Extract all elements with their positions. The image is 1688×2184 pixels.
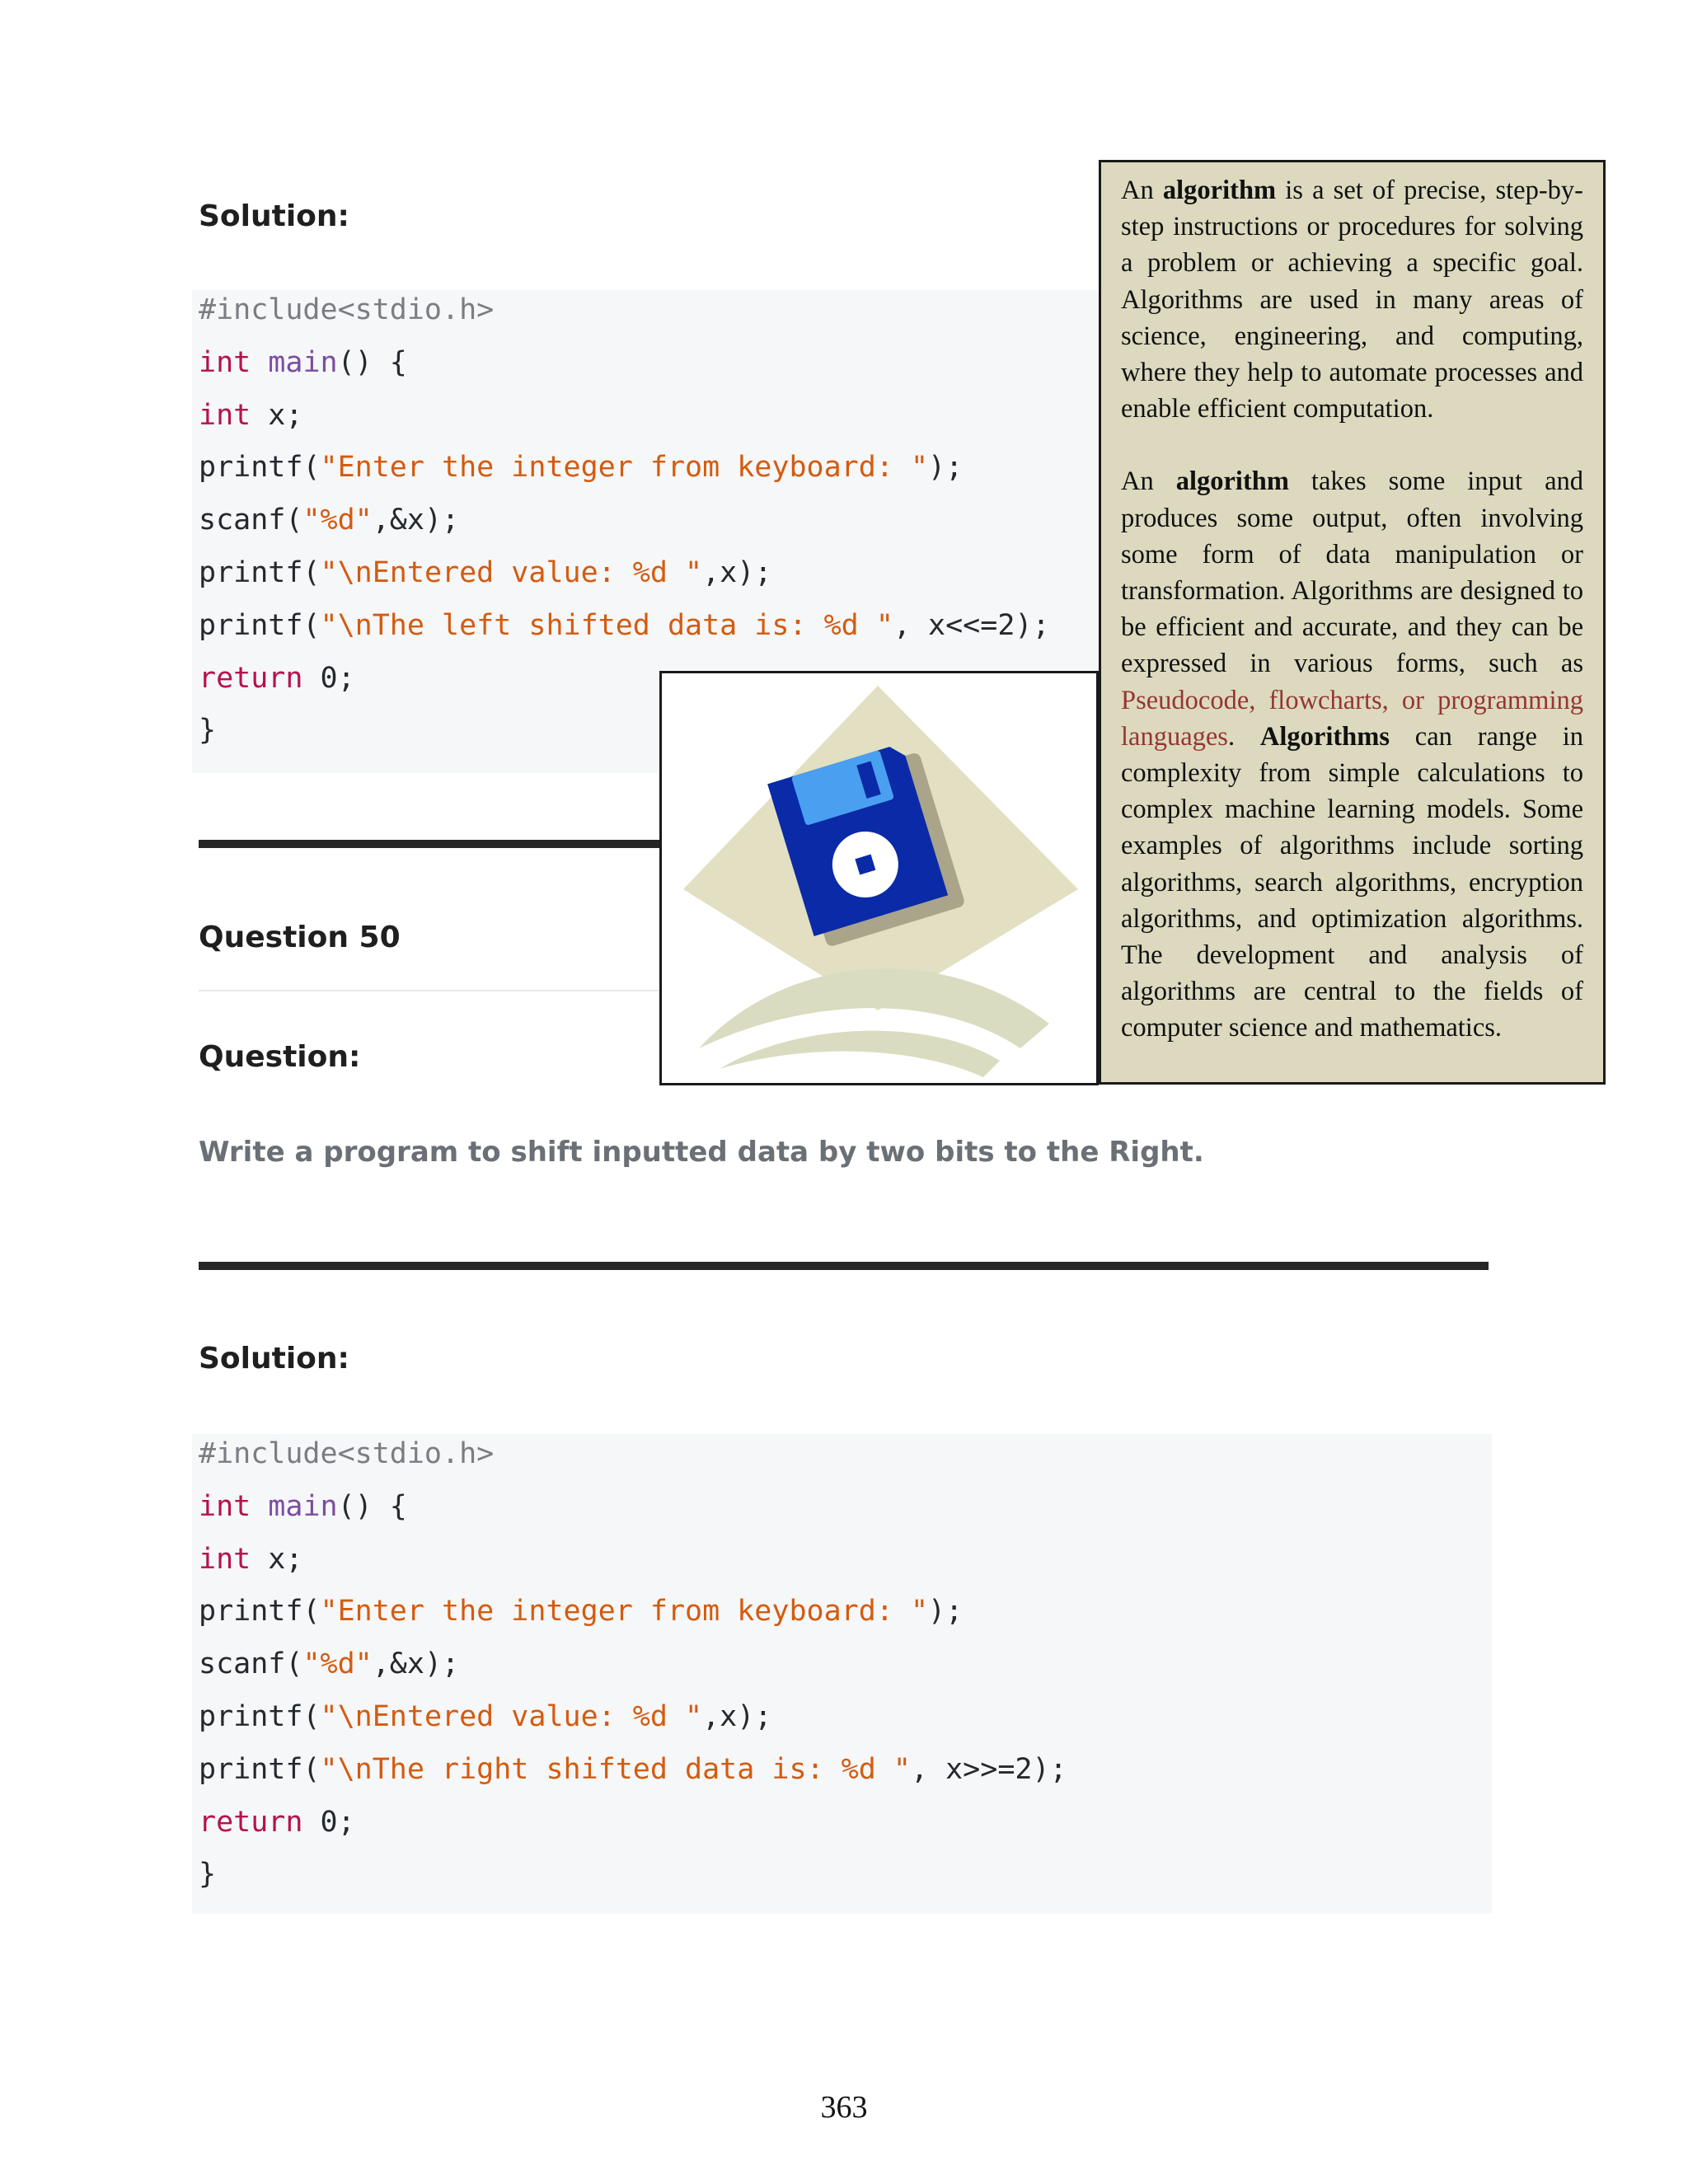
code-token: ,x); bbox=[702, 1700, 772, 1733]
sidebar-text: . bbox=[1227, 721, 1260, 752]
code-token: "\nThe right shifted data is: %d " bbox=[320, 1752, 911, 1786]
code-line bbox=[199, 1595, 963, 1628]
code-token: return bbox=[199, 661, 303, 695]
code-token: #include<stdio.h> bbox=[199, 1437, 495, 1470]
code-token: ); bbox=[928, 451, 964, 485]
code-line bbox=[199, 1700, 771, 1733]
swoosh-shape bbox=[720, 1031, 1000, 1077]
code-token: printf( bbox=[199, 451, 321, 485]
code-token: "\nEntered value: %d " bbox=[320, 556, 703, 589]
code-token: int bbox=[199, 345, 251, 379]
code-line bbox=[199, 609, 1050, 642]
code-line bbox=[199, 293, 494, 326]
question-number-heading: Question 50 bbox=[199, 921, 401, 954]
floppy-disk-icon bbox=[662, 673, 1101, 1088]
bold-term: Algorithms bbox=[1259, 721, 1390, 752]
code-token bbox=[251, 1490, 268, 1523]
question-label: Question: bbox=[199, 1040, 361, 1074]
sidebar-text: takes some input and produces some output, often involving some form of data manipulation or transformation. Algorithms are designed to be efficient and accurate, and they can be expressed in various forms, such as bbox=[1121, 466, 1583, 679]
code-line bbox=[199, 662, 355, 695]
code-token: x; bbox=[251, 398, 303, 432]
code-token: int bbox=[199, 398, 251, 432]
code-token: ,x); bbox=[702, 556, 772, 589]
algorithm-sidebar bbox=[1099, 160, 1606, 1085]
code-token: "%d" bbox=[302, 1647, 373, 1681]
code-line bbox=[199, 451, 963, 484]
code-line bbox=[199, 1753, 1067, 1786]
bold-term: algorithm bbox=[1162, 176, 1277, 205]
code-token: x; bbox=[251, 1542, 303, 1576]
code-line bbox=[199, 556, 771, 589]
code-token: } bbox=[199, 714, 217, 748]
code-token: ); bbox=[928, 1595, 964, 1629]
code-token: () { bbox=[337, 345, 407, 379]
code-token: return bbox=[199, 1805, 303, 1839]
section-divider bbox=[199, 1262, 1489, 1270]
code-token: () { bbox=[337, 1489, 407, 1523]
code-token bbox=[251, 346, 268, 379]
code-line bbox=[199, 346, 407, 379]
code-line bbox=[199, 504, 459, 537]
code-token: "Enter the integer from keyboard: " bbox=[320, 451, 929, 485]
code-line bbox=[199, 1543, 302, 1576]
sidebar-paragraph bbox=[1121, 172, 1583, 427]
code-line bbox=[199, 399, 302, 432]
page-number: 363 bbox=[820, 2090, 868, 2125]
code-token: 0; bbox=[302, 1805, 355, 1839]
question-text: Write a program to shift inputted data by two bits to the Right. bbox=[199, 1136, 1204, 1169]
highlighted-text: Pseudocode, flowcharts, or programming languages bbox=[1121, 685, 1583, 752]
sidebar-paragraph bbox=[1121, 463, 1583, 1046]
sidebar-text: An bbox=[1121, 176, 1163, 205]
code-token: "%d" bbox=[302, 504, 373, 537]
code-token: main bbox=[268, 345, 338, 379]
code-token: printf( bbox=[199, 1595, 321, 1629]
code-token: int bbox=[199, 1489, 251, 1523]
code-line bbox=[199, 1806, 355, 1839]
code-line bbox=[199, 1647, 459, 1680]
code-token: , x>>=2); bbox=[910, 1752, 1067, 1786]
code-token: int bbox=[199, 1542, 251, 1576]
illustration-frame bbox=[659, 671, 1099, 1085]
code-token: printf( bbox=[199, 1752, 321, 1786]
code-block bbox=[192, 1434, 1492, 1914]
solution-heading: Solution: bbox=[199, 199, 349, 233]
code-token: printf( bbox=[199, 556, 321, 589]
code-token: ,&x); bbox=[372, 504, 460, 537]
code-token: main bbox=[268, 1489, 338, 1523]
code-token: "Enter the integer from keyboard: " bbox=[320, 1595, 929, 1629]
code-line bbox=[199, 1437, 494, 1470]
code-token: printf( bbox=[199, 608, 321, 642]
code-line bbox=[199, 714, 216, 747]
code-token: #include<stdio.h> bbox=[199, 293, 495, 326]
code-token: ,&x); bbox=[372, 1647, 460, 1681]
code-line bbox=[199, 1858, 216, 1891]
sidebar-text: can range in complexity from simple calculations to complex machine learning models. Some examples of algorithms include sorting algorithms, search algorithms, encryption algorithms, and optimization algorithms. The development and analysis of algorithms are central to the fields of computer science and mathematics. bbox=[1121, 721, 1583, 1043]
code-token: scanf( bbox=[199, 1647, 303, 1681]
code-token: "\nThe left shifted data is: %d " bbox=[320, 608, 893, 642]
code-token: scanf( bbox=[199, 504, 303, 537]
code-token: } bbox=[199, 1858, 217, 1891]
sidebar-text: is a set of precise, step-by-step instructions or procedures for solving a problem or achieving a specific goal. Algorithms are used in many areas of science, engineering, and computing, where they help to automate processes and enable efficient computation. bbox=[1121, 176, 1583, 424]
code-token: "\nEntered value: %d " bbox=[320, 1700, 703, 1733]
bold-term: algorithm bbox=[1175, 466, 1289, 497]
code-token: 0; bbox=[302, 661, 355, 695]
code-token: , x<<=2); bbox=[893, 608, 1050, 642]
sidebar-text: An bbox=[1121, 466, 1176, 497]
solution-heading: Solution: bbox=[199, 1342, 349, 1376]
code-token: printf( bbox=[199, 1700, 321, 1733]
code-line bbox=[199, 1490, 407, 1523]
